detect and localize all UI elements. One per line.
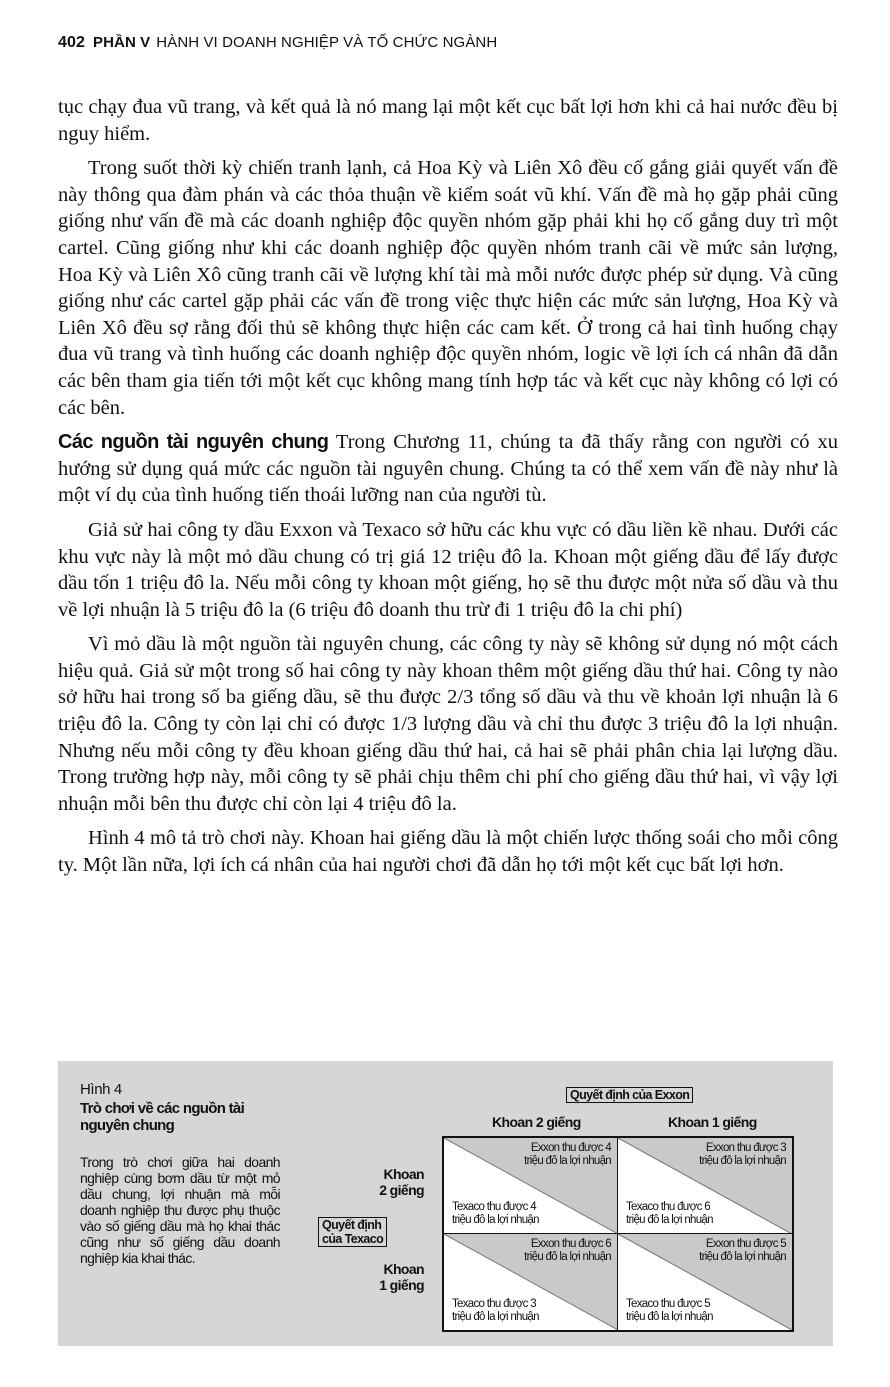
exxon-payoff: Exxon thu được 5 triệu đô la lợi nhuận <box>699 1238 786 1263</box>
figure-number: Hình 4 <box>80 1081 122 1098</box>
part-label: PHẦN V <box>93 34 151 51</box>
payoff-matrix <box>442 1136 794 1332</box>
paragraph: Trong suốt thời kỳ chiến tranh lạnh, cả Hoa Kỳ và Liên Xô đều cố gắng giải quyết vấn đề này thông qua đàm phán và các thỏa thuận về kiểm soát vũ khí. Vấn đề mà họ gặp phải cũng giống như vấn đề mà các doanh nghiệp độc quyền nhóm gặp phải khi họ cố gắng duy trì một cartel. Cũng giống như khi các doanh nghiệp độc quyền nhóm tranh cãi về mức sản lượng, Hoa Kỳ và Liên Xô cũng tranh cãi về lượng khí tài mà mỗi nước được phép sử dụng. Và cũng giống như các cartel gặp phải các vấn đề trong việc thực hiện các mức sản lượng, Hoa Kỳ và Liên Xô đều sợ rằng đối thủ sẽ không thực hiện các cam kết. Ở trong cả hai tình huống chạy đua vũ trang và tình huống các doanh nghiệp độc quyền nhóm, logic về lợi ích cá nhân đã dẫn các bên tham gia tiến tới một kết cục không mang tính hợp tác và kết cục này không có lợi có các bên. <box>58 157 838 419</box>
figure-description: Trong trò chơi giữa hai doanh nghiệp cùng bơm dầu từ một mỏ dầu chung, lợi nhuận mà mỗi doanh nghiệp thu được phụ thuộc vào số giếng dầu mà họ khai thác cũng như số giếng dầu doanh nghiệp kia khai thác. <box>80 1154 280 1266</box>
figure-4 <box>58 1061 833 1346</box>
payoff-cell <box>618 1234 792 1330</box>
exxon-decision-label: Quyết định của Exxon <box>566 1087 693 1103</box>
texaco-payoff: Texaco thu được 4 triệu đô la lợi nhuận <box>452 1201 539 1226</box>
running-header <box>58 34 497 52</box>
body-text <box>58 94 838 887</box>
exxon-payoff: Exxon thu được 4 triệu đô la lợi nhuận <box>524 1142 611 1167</box>
texaco-payoff: Texaco thu được 3 triệu đô la lợi nhuận <box>452 1298 539 1323</box>
paragraph: Vì mỏ dầu là một nguồn tài nguyên chung, các công ty này sẽ không sử dụng nó một cách hiệu quả. Giả sử một trong số hai công ty này khoan thêm một giếng dầu thứ hai. Công ty nào sở hữu hai trong số ba giếng dầu, sẽ thu được 2/3 tổng số dầu và thu về khoản lợi nhuận là 6 triệu đô la. Công ty còn lại chỉ có được 1/3 lượng dầu và chỉ thu được 3 triệu đô la lợi nhuận. Nhưng nếu mỗi công ty đều khoan giếng dầu thứ hai, cả hai sẽ phải phân chia lại lượng dầu. Trong trường hợp này, mỗi công ty sẽ phải chịu thêm chi phí cho giếng dầu thứ hai, vì vậy lợi nhuận mỗi bên thu được chỉ còn lại 4 triệu đô la. <box>58 633 838 815</box>
paragraph-text: Trong Chương 11, chúng ta đã thấy rằng con người có xu hướng sử dụng quá mức các nguồn tài nguyên chung. Chúng ta có thể xem vấn đề này như là một ví dụ của tình huống tiến thoái lưỡng nan của người tù. <box>58 431 838 507</box>
figure-title: Trò chơi về các nguồn tài nguyên chung <box>80 1100 245 1134</box>
row-header-drill-two: Khoan 2 giếng <box>379 1166 424 1198</box>
figure-caption <box>80 1081 290 1266</box>
payoff-cell <box>444 1138 618 1234</box>
exxon-payoff: Exxon thu được 3 triệu đô la lợi nhuận <box>699 1142 786 1167</box>
column-header-drill-one: Khoan 1 giếng <box>668 1114 757 1130</box>
texaco-decision-label: Quyết định của Texaco <box>318 1217 387 1247</box>
run-in-heading: Các nguồn tài nguyên chung <box>58 431 329 454</box>
chapter-title: HÀNH VI DOANH NGHIỆP VÀ TỔ CHỨC NGÀNH <box>156 34 498 51</box>
column-header-drill-two: Khoan 2 giếng <box>492 1114 581 1130</box>
paragraph: tục chạy đua vũ trang, và kết quả là nó mang lại một kết cục bất lợi hơn khi cả hai nước đều bị nguy hiểm. <box>58 96 838 145</box>
payoff-cell <box>444 1234 618 1330</box>
paragraph-common-resources <box>58 429 838 509</box>
exxon-payoff: Exxon thu được 6 triệu đô la lợi nhuận <box>524 1238 611 1263</box>
texaco-payoff: Texaco thu được 5 triệu đô la lợi nhuận <box>626 1298 713 1323</box>
paragraph: Hình 4 mô tả trò chơi này. Khoan hai giếng dầu là một chiến lược thống soái cho mỗi công ty. Một lần nữa, lợi ích cá nhân của hai người chơi đã dẫn họ tới một kết cục bất lợi hơn. <box>58 827 838 877</box>
page-number: 402 <box>58 34 85 51</box>
paragraph: Giả sử hai công ty dầu Exxon và Texaco sở hữu các khu vực có dầu liền kề nhau. Dưới các khu vực này là một mỏ dầu chung có trị giá 12 triệu đô la. Khoan một giếng dầu để lấy được dầu tốn 1 triệu đô la. Nếu mỗi công ty khoan một giếng, họ sẽ thu được một nửa số dầu và thu về lợi nhuận là 5 triệu đô la (6 triệu đô doanh thu trừ đi 1 triệu đô la chi phí) <box>58 518 838 621</box>
row-header-drill-one: Khoan 1 giếng <box>379 1261 424 1293</box>
texaco-payoff: Texaco thu được 6 triệu đô la lợi nhuận <box>626 1201 713 1226</box>
payoff-cell <box>618 1138 792 1234</box>
